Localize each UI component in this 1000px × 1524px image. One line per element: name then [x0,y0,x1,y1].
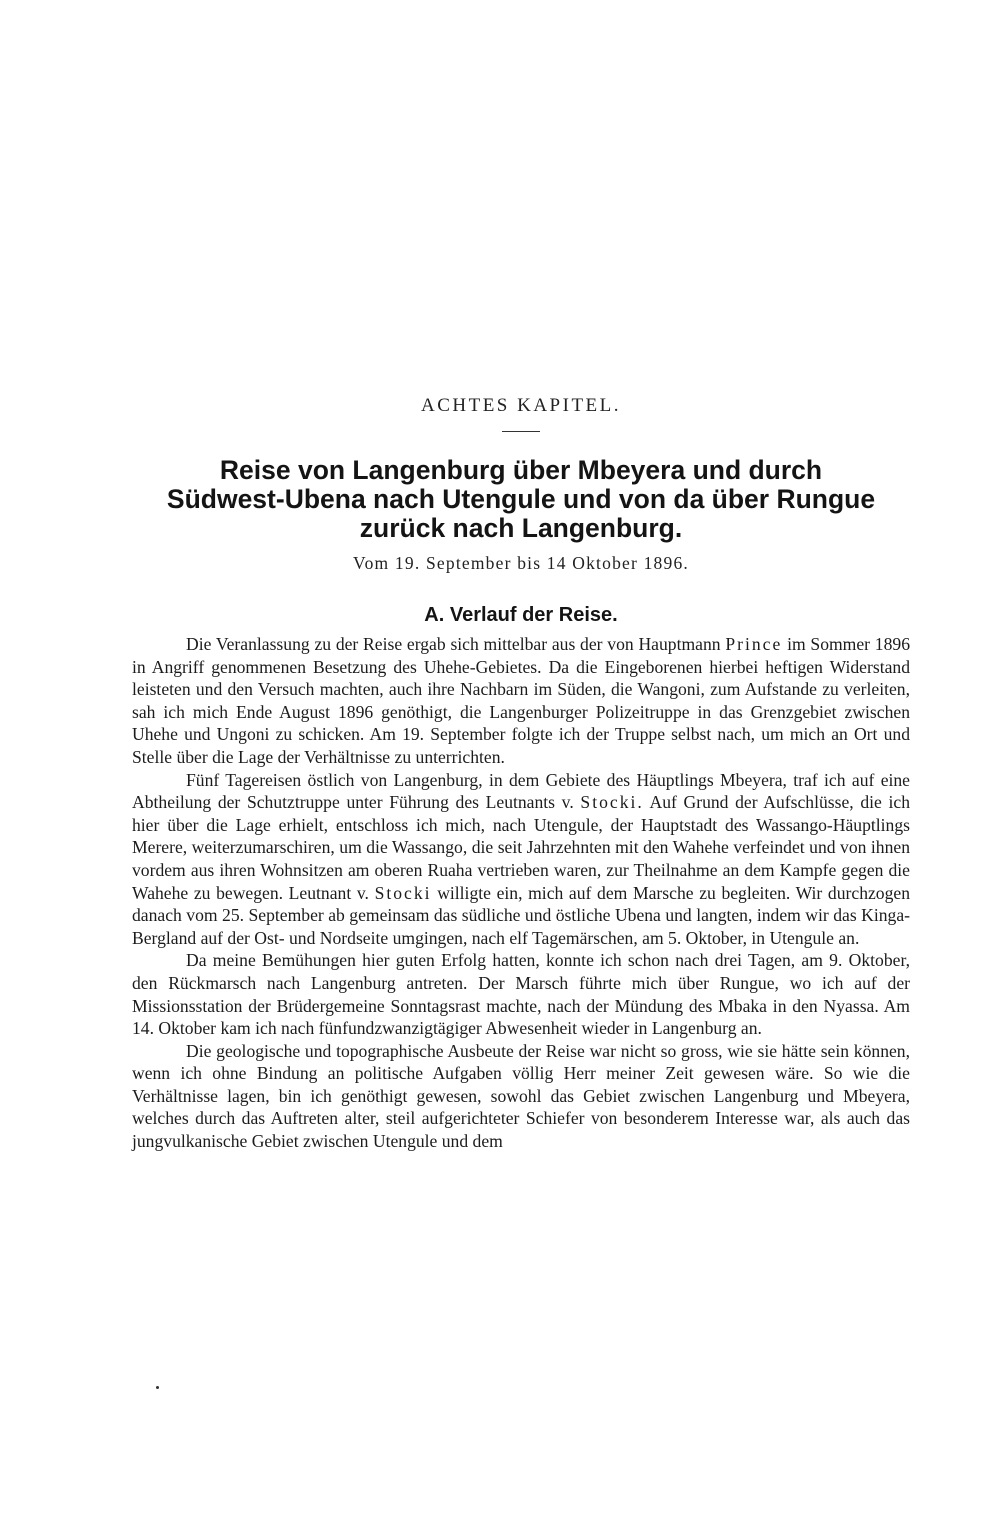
chapter-title [132,456,910,543]
person-name-stocki-2: Stocki [374,882,432,903]
paragraph-1 [132,633,910,769]
paragraph-2-text-a: Fünf Tagereisen östlich von Langenburg, in dem Gebiete des Häuptlings Mbeyera, traf ich auf eine Abtheilung der Schutztruppe unter Führung des Leutnants v. [132,769,910,813]
paragraph-2-text-b: Auf Grund der Aufschlüsse, die ich hier über die Lage erhielt, entschloss ich mich, nach Utengule, der Hauptstadt des Wassango-Häuptlings Merere, weiterzumarschiren, um die Wassango, die seit Jahrzehnten mit den Wahehe verfeindet und von ihnen vordem aus ihren Wohnsitzen am oberen Ruaha vertrieben waren, zur Theilnahme an dem Kampfe gegen die Wahehe zu bewegen. Leutnant v. [132,792,910,903]
date-range: Vom 19. September bis 14 Oktober 1896. [353,553,689,573]
chapter-divider [502,431,540,432]
paragraph-4: Die geologische und topographische Ausbeute der Reise war nicht so gross, wie sie hätte sein können, wenn ich ohne Bindung an politische Aufgaben völlig Herr meiner Zeit gewesen wäre. So wie die Verhältnisse lagen, bin ich genöthigt gewesen, sowohl das Gebiet zwischen Langenburg und Mbeyera, welches durch das Auftreten alter, steil aufgerichteter Schiefer von besonderem Interesse war, als auch das jungvulkanische Gebiet zwischen Utengule und dem [132,1040,910,1152]
chapter-title-line-3: zurück nach Langenburg. [359,513,683,543]
chapter-title-line-1: Reise von Langenburg über Mbeyera und durch [219,455,823,485]
book-page [132,395,910,1153]
paragraph-2-text-c: willigte ein, mich auf dem Marsche zu begleiten. Wir durchzogen danach vom 25. September ab gemeinsam das südliche und östliche Ubena und langten, indem wir das Kinga-Bergland auf der Ost- und Nordseite umgingen, nach elf Tagemärschen, am 5. Oktober, in Utengule an. [132,882,911,948]
chapter-heading: ACHTES KAPITEL. [420,395,622,416]
paragraph-2 [132,769,910,950]
paragraph-1-text-a: Die Veranlassung zu der Reise ergab sich mittelbar aus der von Hauptmann [186,634,721,654]
person-name-prince: Prince [725,634,783,654]
section-heading: A. Verlauf der Reise. [424,604,618,626]
body-text [132,633,910,1153]
scan-speck [156,1386,159,1389]
chapter-title-line-2: Südwest-Ubena nach Utengule und von da über Rungue [166,484,876,514]
person-name-stocki: Stocki. [580,792,644,813]
paragraph-1-text-b: im Sommer 1896 in Angriff genommenen Besetzung des Uhehe-Gebietes. Da die Eingeborenen hierbei heftigen Widerstand leisteten und den Versuch machten, auch ihre Nachbarn im Süden, die Wangoni, zum Aufstande zu verleiten, sah ich mich Ende August 1896 genöthigt, die Langenburger Polizeitruppe in das Grenzgebiet zwischen Uhehe und Ungoni zu schicken. Am 19. September folgte ich der Truppe selbst nach, um mich an Ort und Stelle über die Lage der Verhältnisse zu unterrichten. [132,634,910,767]
paragraph-3: Da meine Bemühungen hier guten Erfolg hatten, konnte ich schon nach drei Tagen, am 9. Oktober, den Rückmarsch nach Langenburg antreten. Der Marsch führte mich über Rungue, wo ich auf der Missionsstation der Brüdergemeine Sonntagsrast machte, nach der Mündung des Mbaka in den Nyassa. Am 14. Oktober kam ich nach fünfundzwanzigtägiger Abwesenheit wieder in Langenburg an. [132,950,910,1039]
